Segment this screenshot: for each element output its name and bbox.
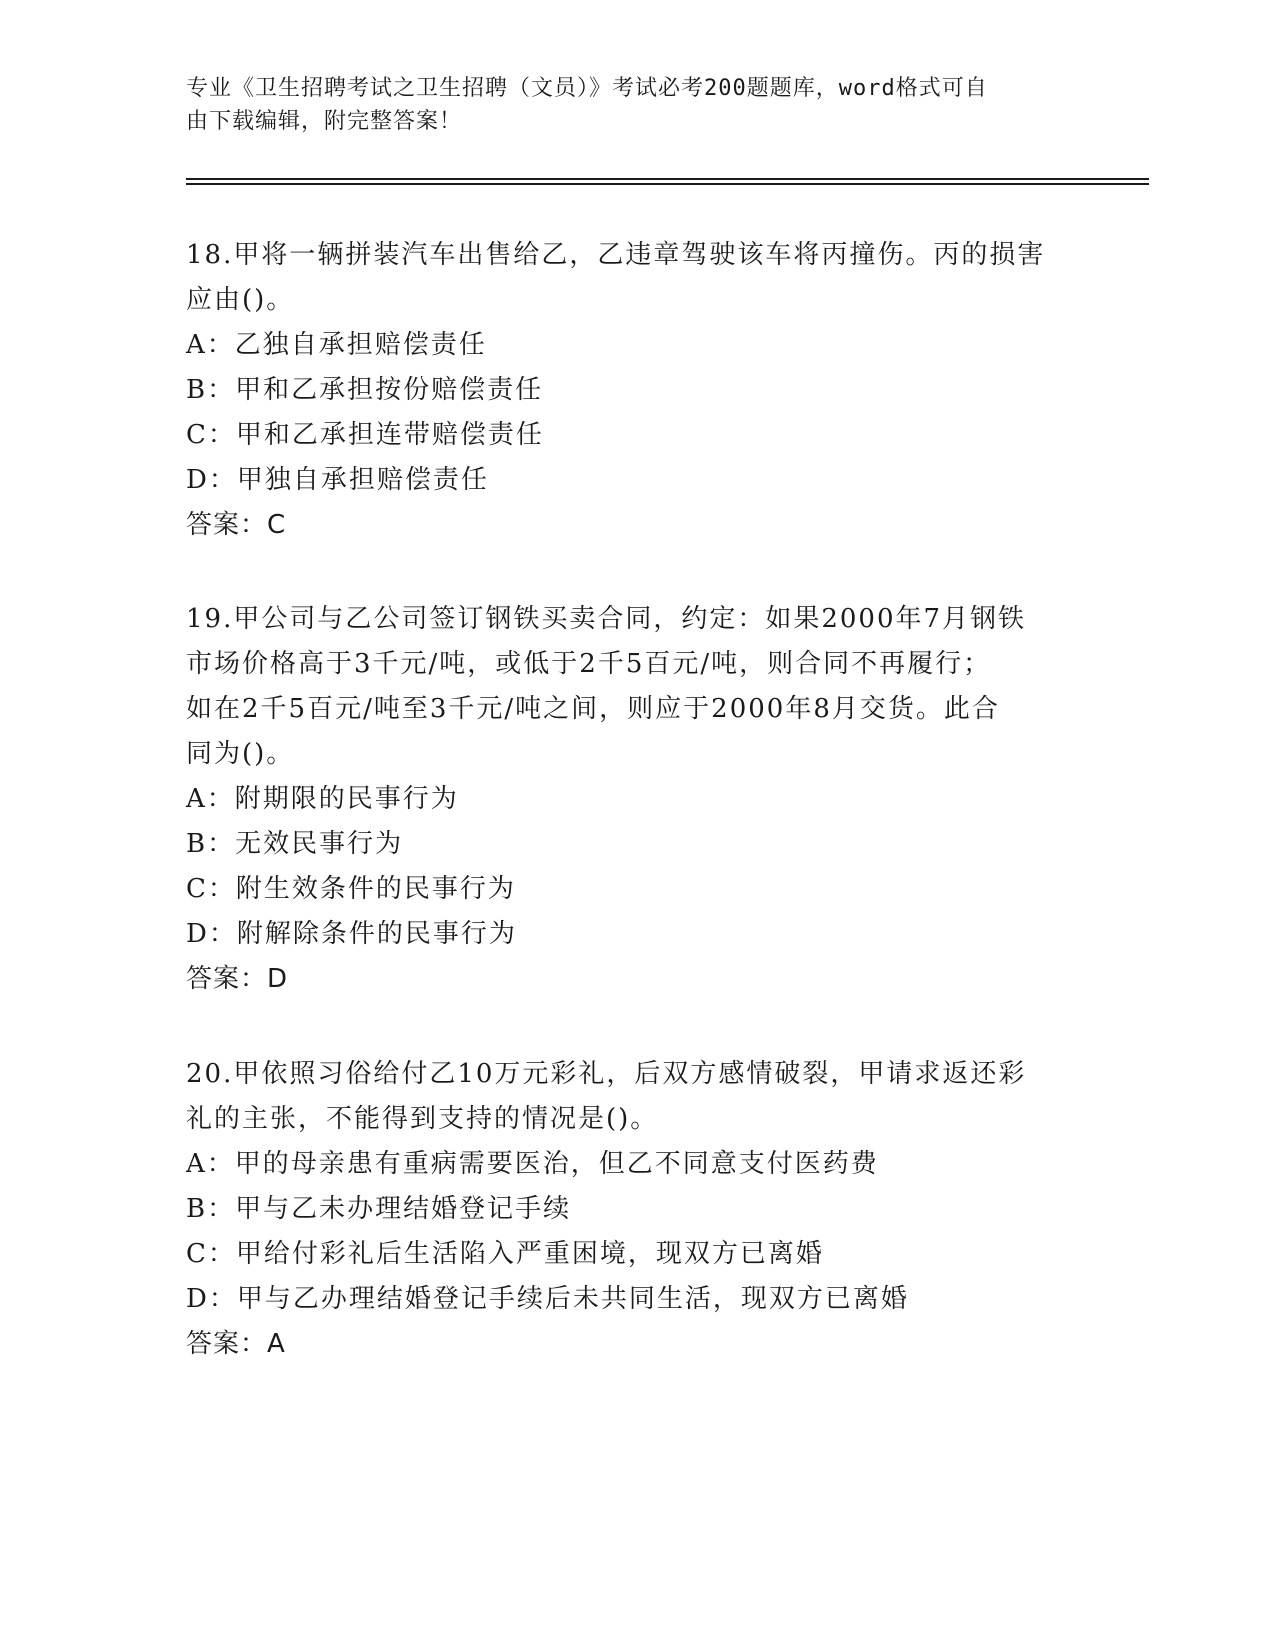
- option-b: B：甲与乙未办理结婚登记手续: [186, 1194, 572, 1224]
- question-stem-line: 同为()。: [186, 739, 295, 769]
- answer-line: 答案：C: [186, 510, 287, 540]
- document-header: [186, 72, 1066, 138]
- option-d: D：附解除条件的民事行为: [186, 919, 517, 949]
- question-stem-line: 18.甲将一辆拼装汽车出售给乙，乙违章驾驶该车将丙撞伤。丙的损害: [186, 240, 1046, 270]
- option-a: A：附期限的民事行为: [186, 784, 459, 814]
- header-line: 专业《卫生招聘考试之卫生招聘（文员）》考试必考200题题库，word格式可自: [186, 76, 988, 101]
- option-a: A：甲的母亲患有重病需要医治，但乙不同意支付医药费: [186, 1149, 879, 1179]
- question-stem-line: 20.甲依照习俗给付乙10万元彩礼，后双方感情破裂，甲请求返还彩: [186, 1059, 1027, 1089]
- option-c: C：甲给付彩礼后生活陷入严重困境，现双方已离婚: [186, 1239, 824, 1269]
- option-d: D：甲独自承担赔偿责任: [186, 465, 489, 495]
- question-stem-line: 如在2千5百元/吨至3千元/吨之间，则应于2000年8月交货。此合: [186, 694, 1000, 724]
- option-b: B：甲和乙承担按份赔偿责任: [186, 375, 544, 405]
- question-20: [186, 1052, 1086, 1367]
- answer-line: 答案：A: [186, 1329, 286, 1359]
- option-b: B：无效民事行为: [186, 829, 404, 859]
- question-stem-line: 市场价格高于3千元/吨，或低于2千5百元/吨，则合同不再履行；: [186, 649, 992, 679]
- question-19: [186, 597, 1086, 1002]
- option-d: D：甲与乙办理结婚登记手续后未共同生活，现双方已离婚: [186, 1284, 909, 1314]
- header-divider: [186, 178, 1149, 180]
- option-a: A：乙独自承担赔偿责任: [186, 330, 487, 360]
- question-stem-line: 礼的主张，不能得到支持的情况是()。: [186, 1104, 659, 1134]
- question-stem-line: 应由()。: [186, 285, 295, 315]
- header-line: 由下载编辑，附完整答案！: [186, 109, 463, 134]
- option-c: C：甲和乙承担连带赔偿责任: [186, 420, 544, 450]
- option-c: C：附生效条件的民事行为: [186, 874, 516, 904]
- header-divider: [186, 183, 1149, 185]
- answer-line: 答案：D: [186, 964, 289, 994]
- question-18: [186, 233, 1086, 548]
- question-stem-line: 19.甲公司与乙公司签订钢铁买卖合同，约定：如果2000年7月钢铁: [186, 604, 1027, 634]
